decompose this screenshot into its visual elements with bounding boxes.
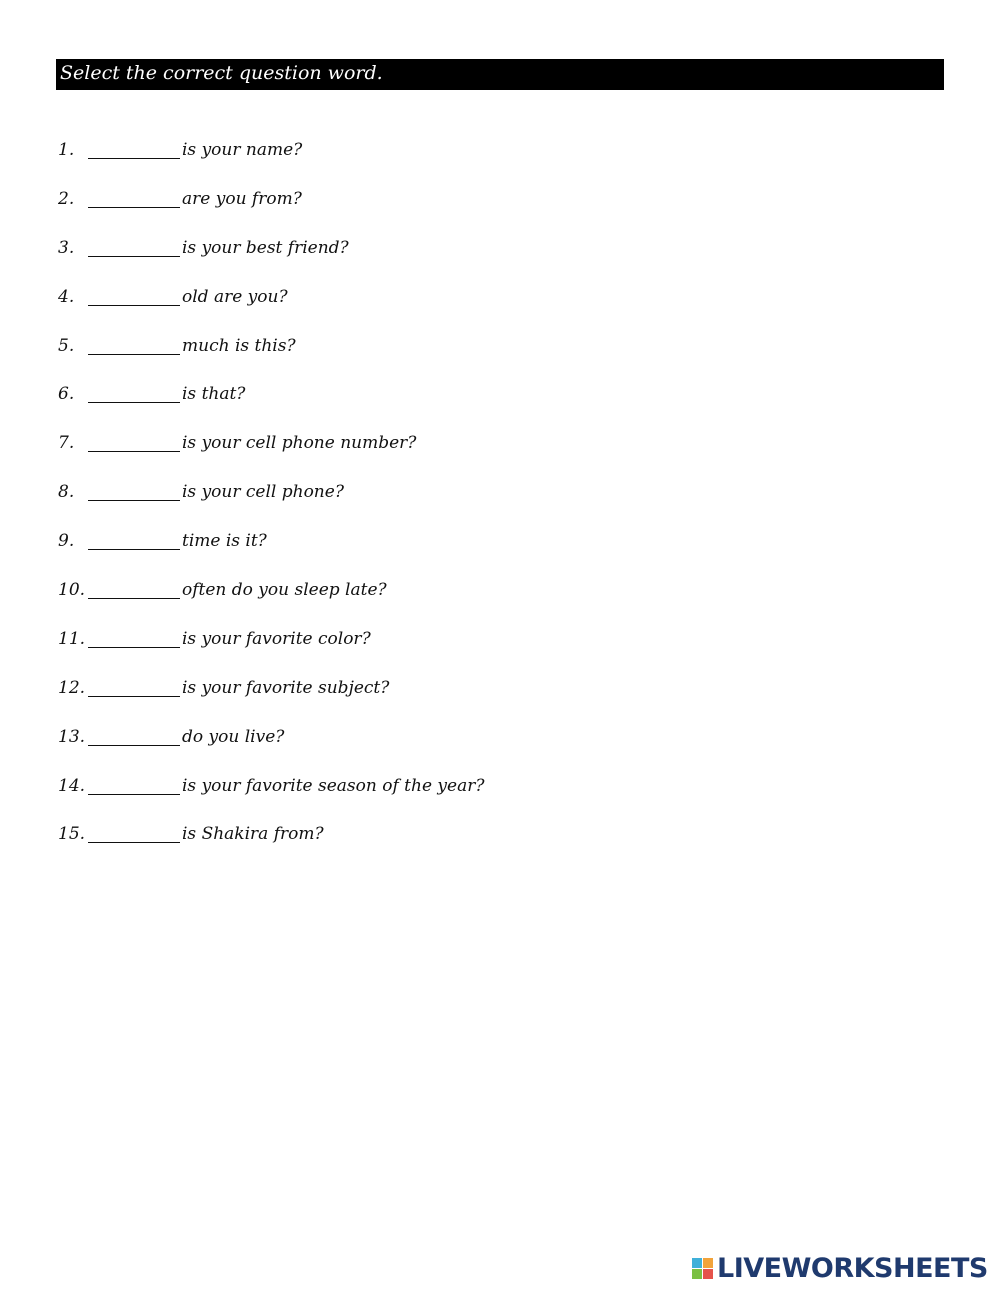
- question-item: [58, 524, 758, 573]
- question-number: 5.: [58, 335, 75, 356]
- instruction-banner: [56, 59, 944, 90]
- question-text: is your favorite color?: [182, 628, 371, 649]
- question-number: 14.: [58, 775, 86, 796]
- answer-blank[interactable]: [88, 231, 180, 257]
- question-item: [58, 426, 758, 475]
- answer-blank[interactable]: [88, 817, 180, 843]
- answer-blank[interactable]: [88, 182, 180, 208]
- answer-blank[interactable]: [88, 133, 180, 159]
- question-number: 8.: [58, 482, 75, 503]
- answer-blank[interactable]: [88, 329, 180, 355]
- question-item: [58, 133, 758, 182]
- answer-blank[interactable]: [88, 622, 180, 648]
- question-item: [58, 769, 758, 818]
- answer-blank[interactable]: [88, 377, 180, 403]
- question-item: [58, 280, 758, 329]
- question-number: 7.: [58, 433, 75, 454]
- answer-blank[interactable]: [88, 475, 180, 501]
- question-item: [58, 720, 758, 769]
- answer-blank[interactable]: [88, 426, 180, 452]
- question-text: is your favorite season of the year?: [182, 775, 485, 796]
- question-number: 11.: [58, 628, 86, 649]
- brand-name: LIVEWORKSHEETS: [717, 1253, 988, 1284]
- answer-blank[interactable]: [88, 720, 180, 746]
- question-item: [58, 231, 758, 280]
- answer-blank[interactable]: [88, 573, 180, 599]
- question-item: [58, 377, 758, 426]
- question-number: 12.: [58, 677, 86, 698]
- question-text: time is it?: [182, 531, 267, 552]
- liveworksheets-logo-icon: [692, 1258, 714, 1280]
- question-item: [58, 622, 758, 671]
- question-text: old are you?: [182, 286, 288, 307]
- question-number: 9.: [58, 531, 75, 552]
- instruction-title: Select the correct question word.: [60, 62, 383, 84]
- logo-tile: [692, 1258, 702, 1268]
- answer-blank[interactable]: [88, 524, 180, 550]
- question-number: 10.: [58, 580, 86, 601]
- question-item: [58, 182, 758, 231]
- question-text: are you from?: [182, 188, 302, 209]
- question-text: is your best friend?: [182, 237, 349, 258]
- question-number: 2.: [58, 188, 75, 209]
- question-item: [58, 671, 758, 720]
- answer-blank[interactable]: [88, 671, 180, 697]
- logo-tile: [692, 1269, 702, 1279]
- question-number: 1.: [58, 140, 75, 160]
- question-item: [58, 573, 758, 622]
- question-text: do you live?: [182, 726, 285, 747]
- question-text: often do you sleep late?: [182, 580, 387, 601]
- liveworksheets-branding: [692, 1253, 988, 1284]
- question-number: 15.: [58, 824, 86, 845]
- question-text: is your cell phone?: [182, 482, 344, 503]
- question-number: 6.: [58, 384, 75, 405]
- logo-tile: [703, 1269, 713, 1279]
- question-number: 13.: [58, 726, 86, 747]
- answer-blank[interactable]: [88, 280, 180, 306]
- logo-tile: [703, 1258, 713, 1268]
- question-text: is that?: [182, 384, 246, 405]
- question-text: is Shakira from?: [182, 824, 324, 845]
- question-text: is your name?: [182, 140, 303, 160]
- question-text: is your favorite subject?: [182, 677, 390, 698]
- question-item: [58, 475, 758, 524]
- answer-blank[interactable]: [88, 769, 180, 795]
- question-text: is your cell phone number?: [182, 433, 417, 454]
- question-number: 4.: [58, 286, 75, 307]
- question-text: much is this?: [182, 335, 296, 356]
- question-item: [58, 329, 758, 378]
- question-item: [58, 817, 758, 866]
- question-number: 3.: [58, 237, 75, 258]
- question-list: [58, 133, 758, 866]
